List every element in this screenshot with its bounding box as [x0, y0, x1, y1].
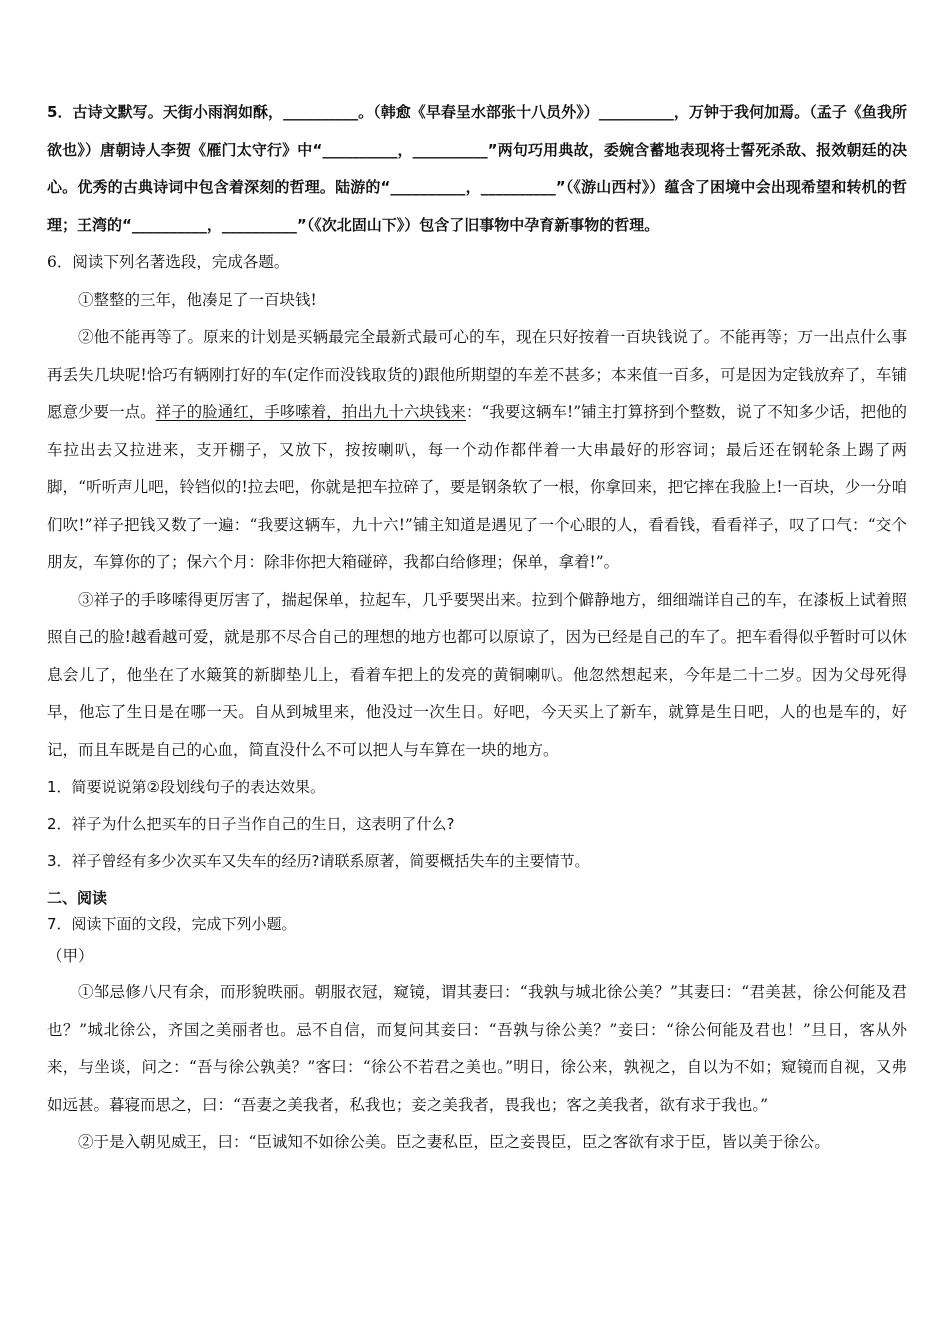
q7-passage-paragraph-1: ①邹忌修八尺有余，而形貌昳丽。朝服衣冠，窥镜，谓其妻曰：“我孰与城北徐公美？”其妻曰：“君美甚，徐公何能及君也？”城北徐公，齐国之美丽者也。忌不自信，而复问其妾曰：“吾孰与徐公美？”妾曰：“徐公何能及君也！”旦日，客从外来，与坐谈，问之：“吾与徐公孰美？”客曰：“徐公不若君之美也。”明日，徐公来，孰视之，自以为不如；窥镜而自视，又弗如远甚。暮寝而思之，曰：“吾妻之美我者，私我也；妾之美我者，畏我也；客之美我者，欲有求于我也。” — [47, 983, 907, 1114]
q6-underlined-sentence: 祥子的脸通红，手哆嗦着，拍出九十六块钱来 — [155, 403, 466, 421]
q6-passage-paragraph-1: ①整整的三年，他凑足了一百块钱! — [78, 290, 317, 309]
q6-p2-text-before: ②他不能再等了。原来的计划是买辆最完全最新式最可心的车，现在只好按着一百块钱说了。不能再等；万一出点什么事再丢失几块呢!恰巧有辆刚打好的车(定作而没钱取货的)跟他所期望的车差不甚多；本来值一百多，可是因为定钱放弃了，车铺愿意少要一点。 — [47, 328, 907, 421]
q6-subquestion-2: 2．祥子为什么把买车的日子当作自己的生日，这表明了什么? — [47, 815, 455, 833]
document-page — [47, 94, 907, 1162]
section-heading-reading: 二、阅读 — [47, 889, 108, 907]
q6-subquestion-3: 3．祥子曾经有多少次买车又失车的经历?请联系原著，简要概括失车的主要情节。 — [47, 852, 590, 870]
q6-p2-text-after: ：“我要这辆车!”铺主打算挤到个整数，说了不知多少话，把他的车拉出去又拉进来，支开棚子，又放下，按按喇叭，每一个动作都伴着一大串最好的形容词；最后还在钢轮条上踢了两脚，“听听声儿吧，铃铛似的!拉去吧，你就是把车拉碎了，要是钢条软了一根，你拿回来，把它摔在我脸上!一百块，少一分咱们吹!”祥子把钱又数了一遍：“我要这辆车，九十六!”铺主知道是遇见了一个心眼的人，看看钱，看看祥子，叹了口气：“交个朋友，车算你的了；保六个月：除非你把大箱碰碎，我都白给修理；保单，拿着!”。 — [47, 403, 907, 571]
q7-passage-paragraph-2: ②于是入朝见威王，曰：“臣诚知不如徐公美。臣之妻私臣，臣之妾畏臣，臣之客欲有求于臣，皆以美于徐公。 — [78, 1133, 830, 1151]
question-6-intro: 6．阅读下列名著选段，完成各题。 — [47, 253, 290, 271]
q7-passage-label: （甲） — [47, 947, 94, 965]
q6-passage-paragraph-3: ③祥子的手哆嗦得更厉害了，揣起保单，拉起车，几乎要哭出来。拉到个僻静地方，细细端详自己的车，在漆板上试着照照自己的脸!越看越可爱，就是那不尽合自己的理想的地方也都可以原谅了，因为已经是自己的车了。把车看得似乎暂时可以休息会儿了，他坐在了水簸箕的新脚垫儿上，看着车把上的发亮的黄铜喇叭。他忽然想起来，今年是二十二岁。因为父母死得早，他忘了生日是在哪一天。自从到城里来，他没过一次生日。好吧，今天买上了新车，就算是生日吧，人的也是车的，好记，而且车既是自己的心血，简直没什么不可以把人与车算在一块的地方。 — [47, 590, 907, 759]
question-7-intro: 7．阅读下面的文段，完成下列小题。 — [47, 915, 297, 933]
q6-subquestion-1: 1．简要说说第②段划线句子的表达效果。 — [47, 778, 325, 796]
q6-passage-paragraph-2 — [47, 319, 907, 582]
question-5-poetry-dictation: 5．古诗文默写。天街小雨润如酥，__________。（韩愈《早春呈水部张十八员外》）__________，万钟于我何加焉。（孟子《鱼我所欲也》）唐朝诗人李贺《雁门太守行》中“__________，__________”两句巧用典故，委婉含蓄地表现将士誓死杀敌、报效朝廷的决心。优秀的古典诗词中包含着深刻的哲理。陆游的“__________，__________”（《游山西村》）蕴含了困境中会出现希望和转机的哲理；王湾的“__________，__________”（《次北固山下》）包含了旧事物中孕育新事物的哲理。 — [47, 103, 907, 234]
